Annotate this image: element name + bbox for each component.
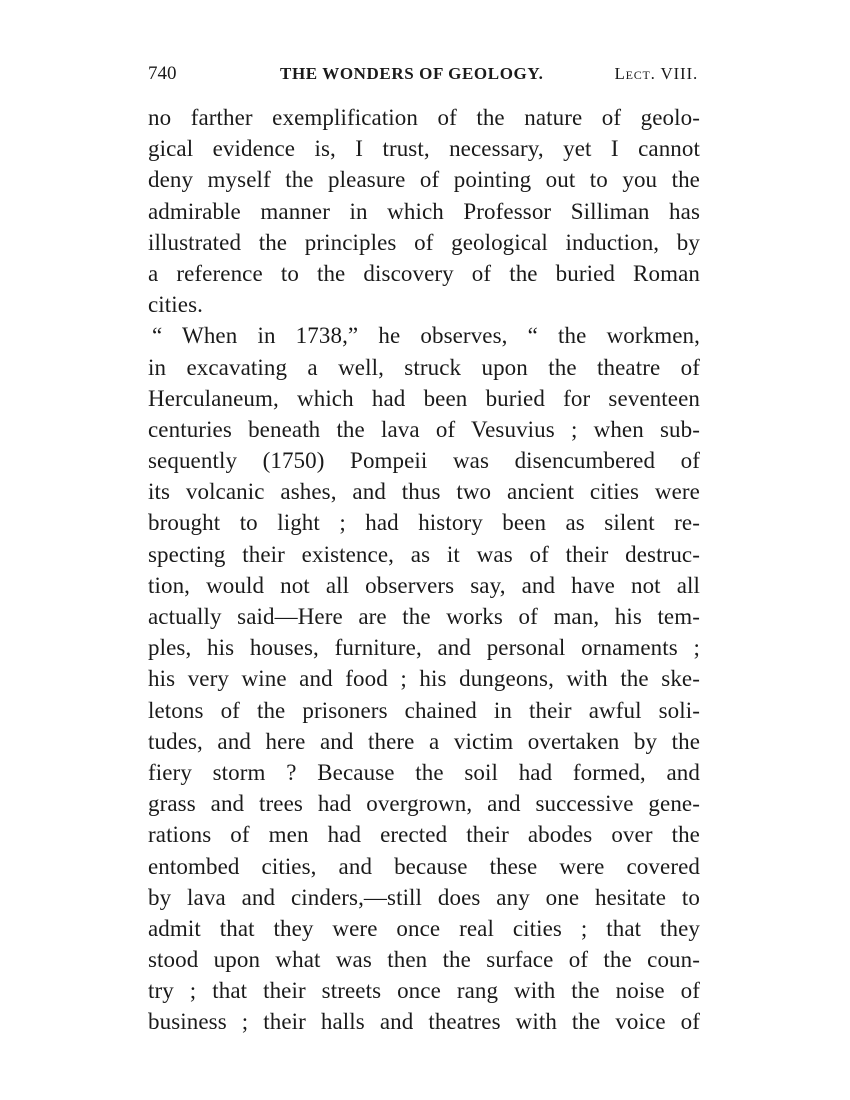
lecture-label: Lect. VIII. (614, 64, 698, 83)
text-line: letons of the prisoners chained in their awful soli- (148, 697, 700, 723)
text-line: Herculaneum, which had been buried for seventeen (148, 385, 700, 411)
text-line: in excavating a well, struck upon the theatre of (148, 354, 700, 380)
text-line: centuries beneath the lava of Vesuvius ; when sub- (148, 416, 700, 442)
text-line: business ; their halls and theatres with the voice of (148, 1009, 700, 1035)
text-line: a reference to the discovery of the buried Roman (148, 260, 700, 286)
text-line: tudes, and here and there a victim overtaken by the (148, 728, 700, 754)
text-line: deny myself the pleasure of pointing out to you the (148, 167, 700, 193)
page-number: 740 (148, 63, 177, 84)
paragraph (148, 102, 700, 320)
running-title: THE WONDERS OF GEOLOGY. (280, 64, 544, 83)
paragraph (148, 320, 700, 1037)
text-line: no farther exemplification of the nature of geolo- (148, 105, 700, 130)
text-line: by lava and cinders,—still does any one hesitate to (148, 884, 700, 910)
text-line: tion, would not all observers say, and have not all (148, 572, 700, 598)
text-line: admirable manner in which Professor Silliman has (148, 198, 700, 224)
text-line: entombed cities, and because these were covered (148, 853, 700, 879)
text-line: stood upon what was then the surface of the coun- (148, 947, 700, 973)
text-line: ples, his houses, furniture, and personal ornaments ; (148, 635, 700, 661)
text-line: grass and trees had overgrown, and successive gene- (148, 791, 700, 817)
text-line: sequently (1750) Pompeii was disencumbered of (148, 448, 700, 474)
text-line: “ When in 1738,” he observes, “ the workmen, (152, 323, 700, 349)
text-line: cities. (148, 292, 203, 318)
text-line: his very wine and food ; his dungeons, with the ske- (148, 666, 700, 692)
text-line: brought to light ; had history been as silent re- (148, 510, 700, 536)
text-line: gical evidence is, I trust, necessary, yet I cannot (148, 136, 700, 162)
text-line: specting their existence, as it was of their destruc- (148, 541, 700, 567)
text-line: rations of men had erected their abodes over the (148, 822, 700, 848)
text-line: illustrated the principles of geological induction, by (148, 229, 700, 255)
text-line: actually said—Here are the works of man, his tem- (148, 604, 700, 629)
text-line: fiery storm ? Because the soil had formed, and (148, 759, 700, 785)
text-line: try ; that their streets once rang with the noise of (148, 978, 700, 1004)
text-line: its volcanic ashes, and thus two ancient cities were (148, 479, 700, 505)
text-line: admit that they were once real cities ; that they (148, 915, 700, 941)
body-text (148, 102, 700, 1038)
running-head (148, 62, 698, 86)
